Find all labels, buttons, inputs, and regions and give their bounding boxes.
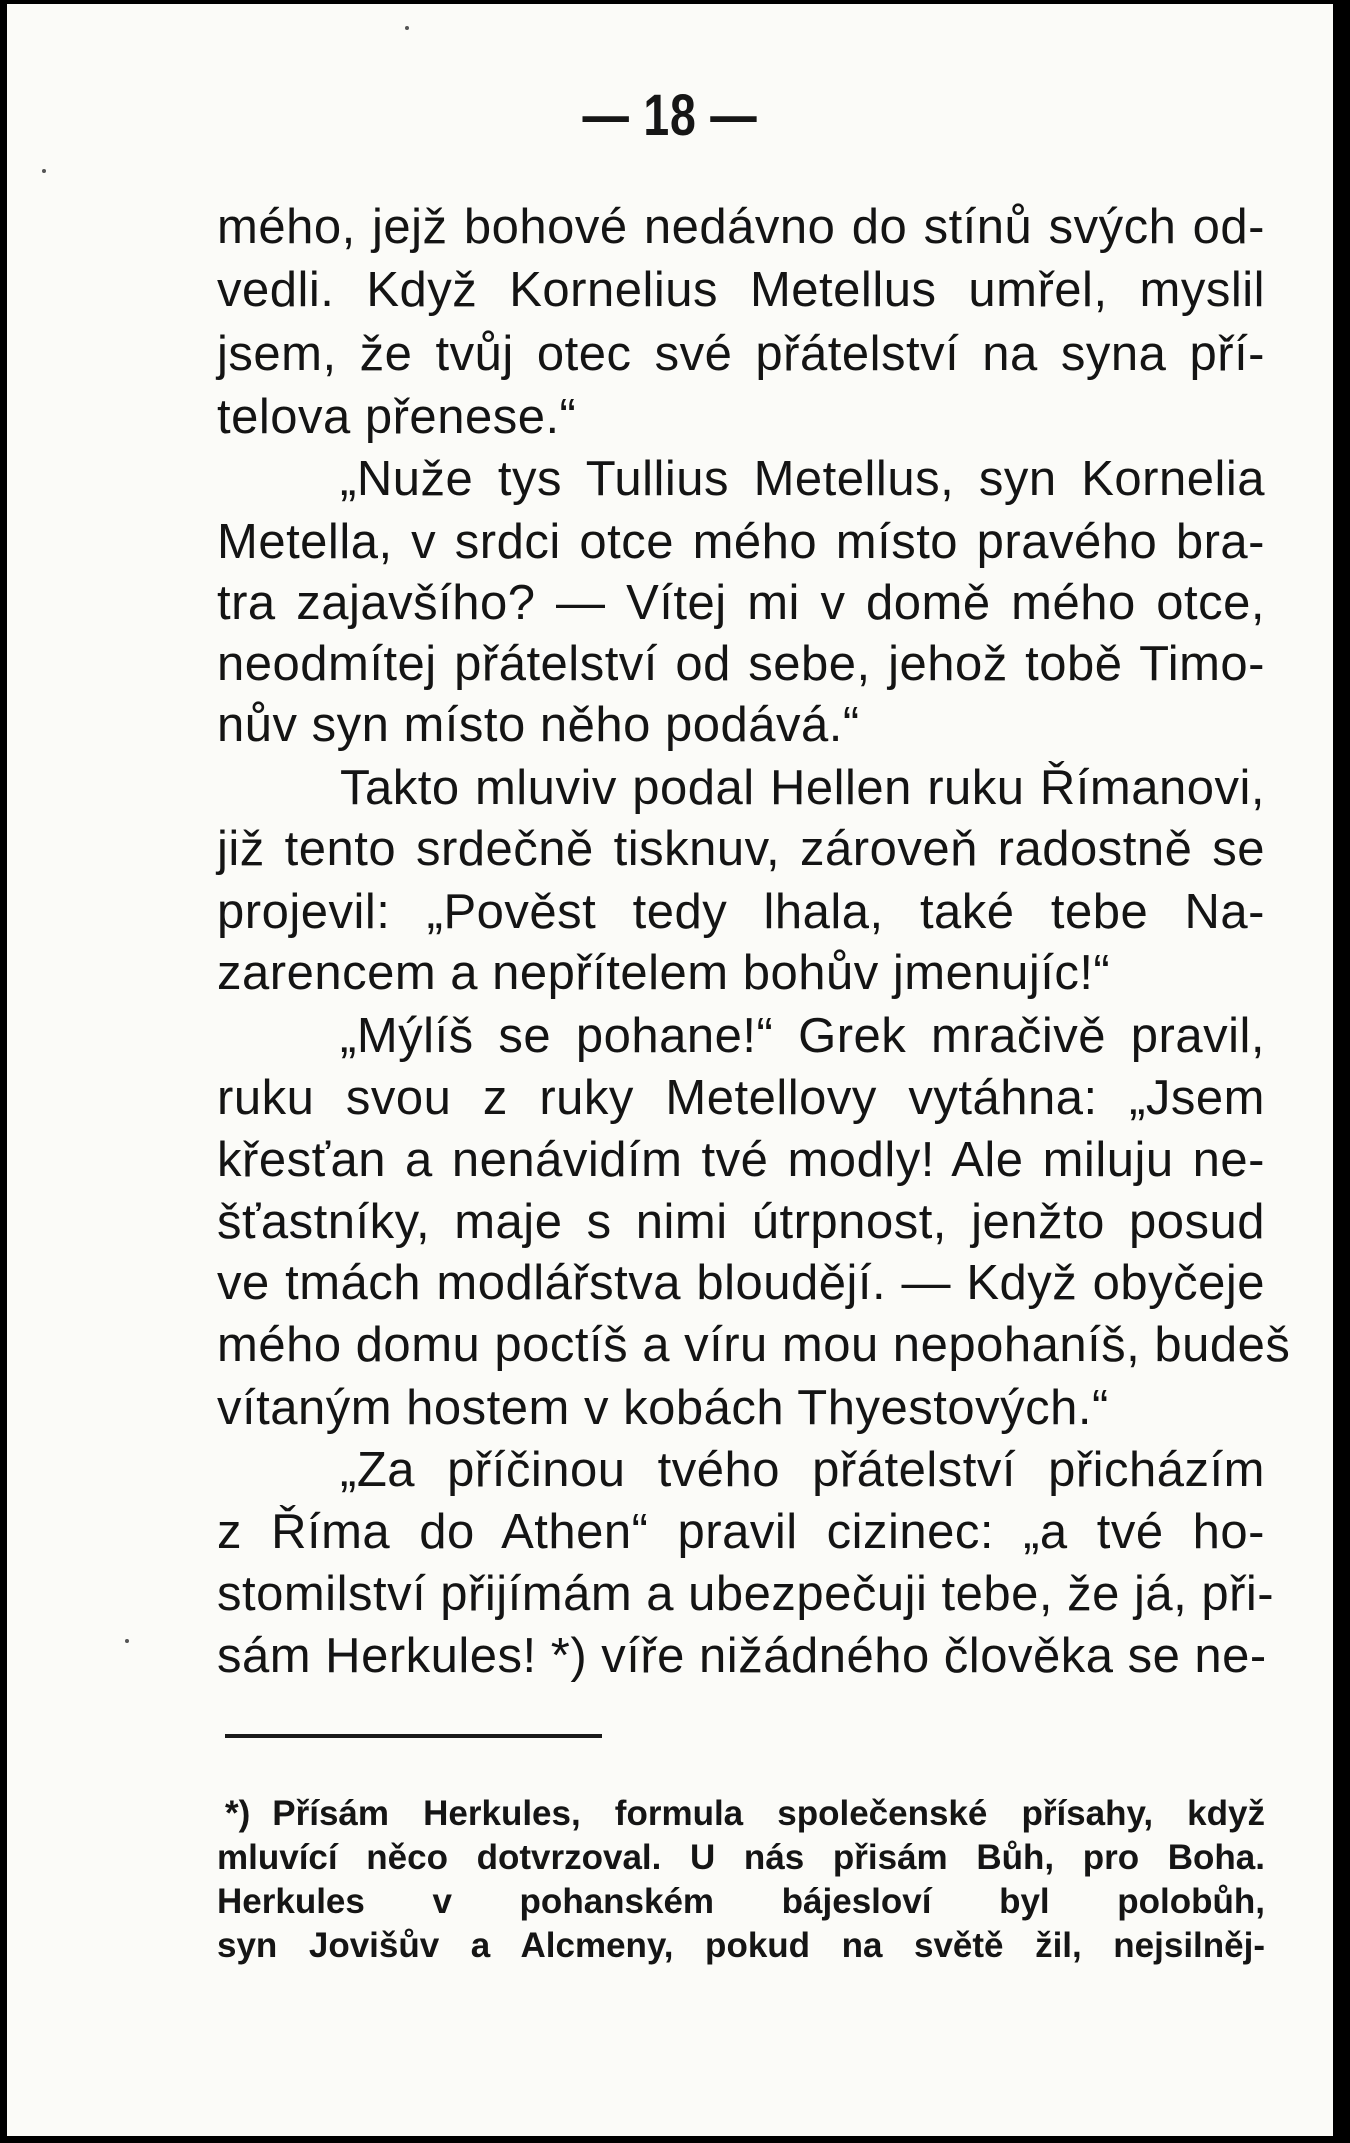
- text-line: zarencem a nepřítelem bohův jmenujíc!“: [217, 946, 1111, 1000]
- text-line: mého domu poctíš a víru mou nepohaníš, budeš: [217, 1318, 1291, 1372]
- text-line: z Říma do Athen“ pravil cizinec: „a tvé ho-: [217, 1505, 1265, 1559]
- footnote-line: syn Jovišův a Alcmeny, pokud na světě žil, nejsilněj-: [217, 1926, 1265, 1965]
- text-line: ruku svou z ruky Metellovy vytáhna: „Jsem: [217, 1071, 1265, 1125]
- text-line: sám Herkules! *) víře nižádného člověka se ne-: [217, 1629, 1267, 1683]
- text-line: „Za příčinou tvého přátelství přicházím: [340, 1443, 1265, 1497]
- paper-speck: [42, 169, 46, 173]
- paper-speck: [405, 26, 409, 30]
- footnote-separator: [225, 1734, 602, 1738]
- text-line: ve tmách modlářstva bloudějí. — Když obyčeje: [217, 1256, 1265, 1310]
- text-line: projevil: „Pověst tedy lhala, také tebe Na-: [217, 885, 1265, 939]
- text-line: nův syn místo něho podává.“: [217, 698, 860, 752]
- text-line: „Nuže tys Tullius Metellus, syn Kornelia: [340, 452, 1265, 506]
- footnote-line: Herkules v pohanském bájesloví byl polobůh,: [217, 1882, 1265, 1921]
- text-line: stomilství přijímám a ubezpečuji tebe, že já, při-: [217, 1567, 1275, 1621]
- text-line: jsem, že tvůj otec své přátelství na syna pří-: [217, 327, 1265, 381]
- text-line: mého, jejž bohové nedávno do stínů svých od-: [217, 200, 1265, 254]
- text-line: tra zajavšího? — Vítej mi v domě mého otce,: [217, 576, 1265, 630]
- text-line: již tento srdečně tisknuv, zároveň radostně se: [217, 822, 1265, 876]
- body-text: [7, 4, 1333, 1724]
- footnote-line: [225, 1794, 1265, 1834]
- footnote-marker: *): [225, 1794, 251, 1833]
- text-line: šťastníky, maje s nimi útrpnost, jenžto posud: [217, 1195, 1265, 1249]
- text-line: Metella, v srdci otce mého místo pravého bra-: [217, 515, 1265, 569]
- book-page: [7, 4, 1333, 2136]
- text-line: neodmítej přátelství od sebe, jehož tobě Timo-: [217, 637, 1265, 691]
- paper-speck: [125, 1639, 129, 1643]
- text-line: křesťan a nenávidím tvé modly! Ale miluju ne-: [217, 1133, 1265, 1187]
- footnote-line: mluvící něco dotvrzoval. U nás přisám Bůh, pro Boha.: [217, 1838, 1265, 1877]
- footnote-text: Přísám Herkules, formula společenské přísahy, když: [272, 1794, 1265, 1833]
- text-line: telova přenese.“: [217, 390, 577, 444]
- page-number: — 18 —: [582, 83, 758, 148]
- text-line: „Mýlíš se pohane!“ Grek mračivě pravil,: [340, 1009, 1265, 1063]
- text-line: vedli. Když Kornelius Metellus umřel, myslil: [217, 263, 1265, 317]
- text-line: Takto mluviv podal Hellen ruku Římanovi,: [340, 761, 1265, 815]
- text-line: vítaným hostem v kobách Thyestových.“: [217, 1381, 1109, 1435]
